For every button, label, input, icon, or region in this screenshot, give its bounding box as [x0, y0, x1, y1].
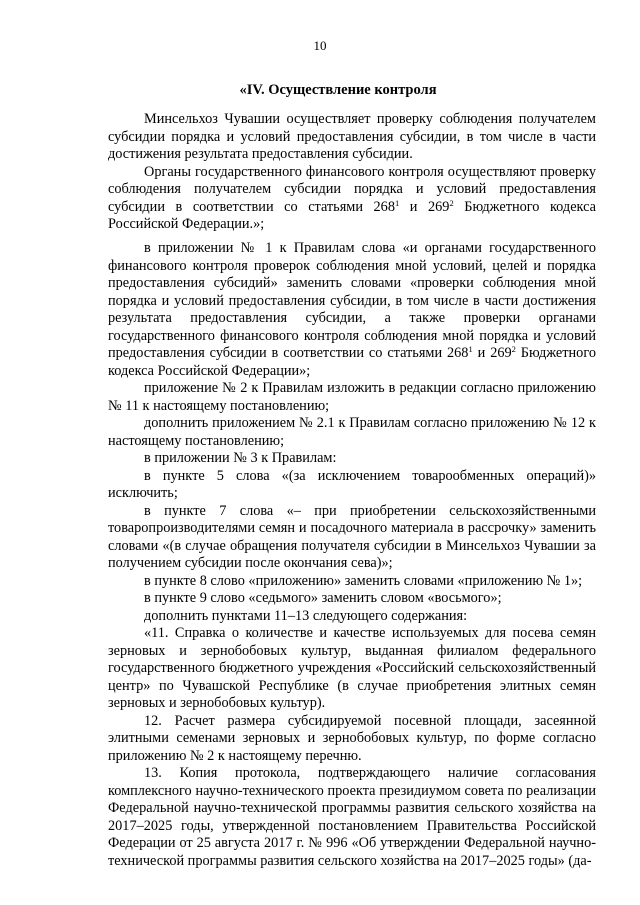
paragraph: «11. Справка о количестве и качестве используемых для посева семян зерновых и зернобобовых культур, выданная филиалом федерального государственного бюджетного учреждения «Российский сельскохозяйственный центр» по Чувашской Республике (в случае приобретения элитных семян зерновых и зернобобовых культур).	[108, 625, 596, 711]
paragraph: в пункте 5 слова «(за исключением товарообменных операций)» исключить;	[108, 467, 596, 501]
page-number: 10	[313, 38, 327, 53]
paragraph: в пункте 8 слово «приложению» заменить словами «приложению № 1»;	[144, 572, 583, 589]
paragraph: в пункте 9 слово «седьмого» заменить словом «восьмого»;	[144, 590, 502, 606]
superscript: 1	[394, 197, 400, 208]
paragraph: 12. Расчет размера субсидируемой посевной площади, засеянной элитными семенами зерновых и зернобобовых культур, по форме согласно приложению № 2 к настоящему перечню.	[108, 712, 596, 764]
paragraph: дополнить приложением № 2.1 к Правилам согласно приложению № 12 к настоящему постановлению;	[108, 415, 596, 449]
paragraph: дополнить пунктами 11–13 следующего содержания:	[144, 607, 468, 624]
section-iv-text	[108, 111, 596, 234]
superscript: 1	[468, 344, 473, 354]
amendments-text	[108, 240, 596, 870]
superscript: 2	[511, 344, 516, 354]
section-heading: «IV. Осуществление контроля	[239, 82, 437, 98]
paragraph: в приложении № 3 к Правилам:	[144, 450, 337, 466]
paragraph: Органы государственного финансового контроля осуществляют проверку соблюдения получателем субсидии порядка и условий предоставления субсидии в соответствии со статьями $268^1$ и $269^2$ Бюджетного кодекса Российской Федерации.»;	[108, 163, 596, 232]
paragraph: в пункте 7 слова «– при приобретении сельскохозяйственными товаропроизводителями семян и посадочного материала в рассрочку» заменить словами «(в случае обращения получателя субсидии в Минсельхоз Чувашии за получением субсидии после окончания сева)»;	[108, 502, 596, 571]
paragraph: в приложении № 1 к Правилам слова «и органами государственного финансового контроля проверок соблюдения мной условий, целей и порядка предоставления субсидий» заменить словами «проверки соблюдения мной порядка и условий предоставления субсидии, в том числе в части достижения результата предоставления субсидии, а также проверки органами государственного финансового контроля соблюдения мной порядка и условий предоставления субсидии в соответствии со статьями $268^1$ и $269^2$ Бюджетного кодекса Российской Федерации»;	[108, 240, 596, 379]
paragraph: Минсельхоз Чувашии осуществляет проверку соблюдения получателем субсидии порядка и условий предоставления субсидии, в том числе в части достижения результата предоставления субсидии.	[108, 111, 596, 162]
paragraph: 13. Копия протокола, подтверждающего наличие согласования комплексного научно-технического проекта президиумом совета по реализации Федеральной научно-технической программы развития сельского хозяйства на 2017–2025 годы, утвержденной постановлением Правительства Российской Федерации от 25 августа 2017 г. № 996 «Об утверждении Федеральной научно-технической программы развития сельского хозяйства на 2017–2025 годы» (да-	[108, 765, 596, 869]
paragraph: приложение № 2 к Правилам изложить в редакции согласно приложению № 11 к настоящему постановлению;	[108, 380, 596, 414]
superscript: 2	[449, 197, 454, 208]
